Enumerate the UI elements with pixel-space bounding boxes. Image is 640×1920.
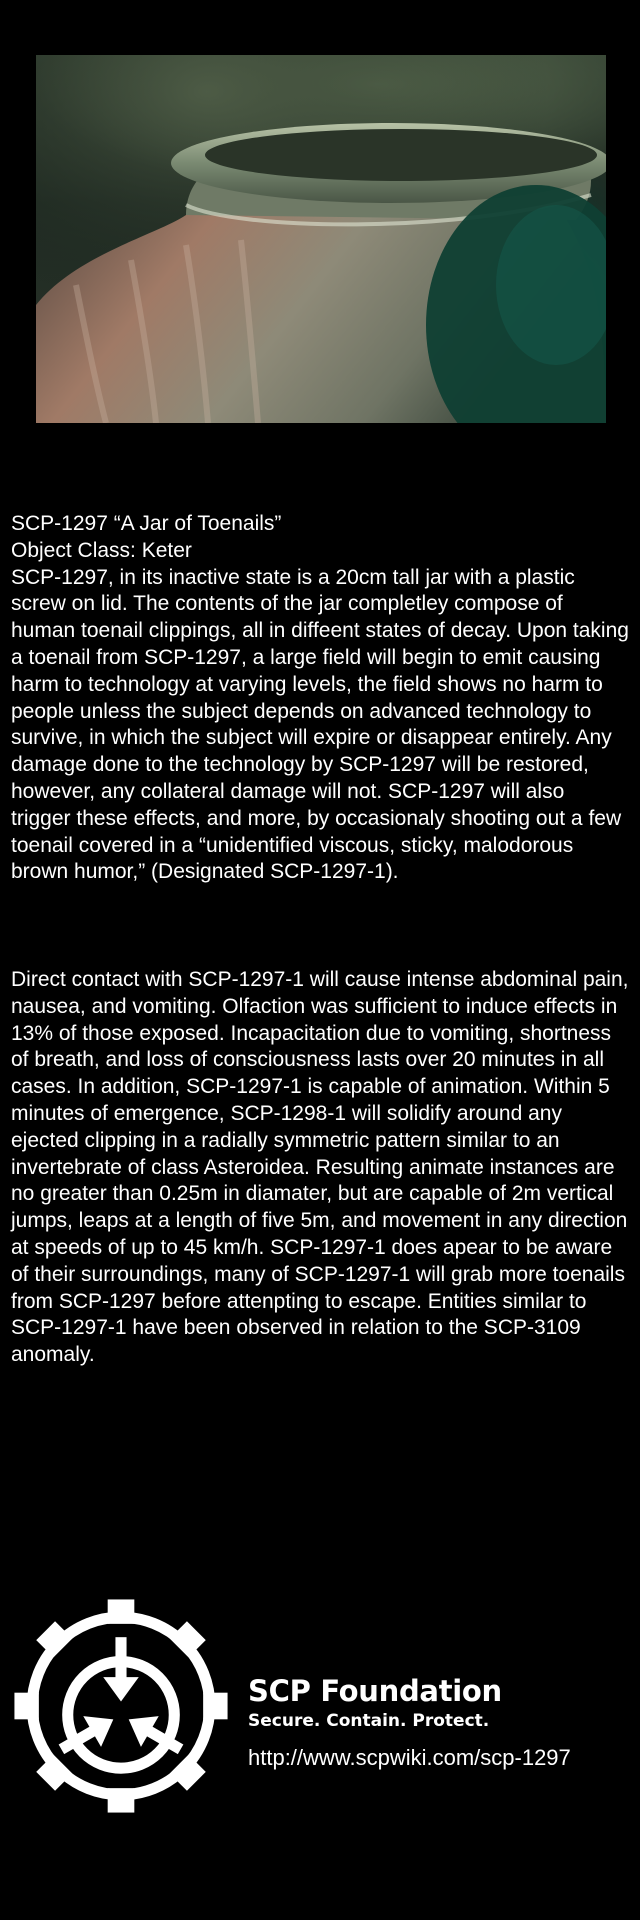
- jar-illustration: [36, 55, 606, 423]
- effects-paragraph: Direct contact with SCP-1297-1 will cause intense abdominal pain, nausea, and vomiting. Olfaction was sufficient to induce effects in 13% of those exposed. Incapacitation due to vomiting, shortness of breath, and loss of consciousness lasts over 20 minutes in all cases. In addition, SCP-1297-1 is capable of animation. Within 5 minutes of emergence, SCP-1298-1 will solidify around any ejected clipping in a radially symmetric pattern similar to an invertebrate of class Asteroidea. Resulting animate instances are no greater than 0.25m in diamater, but are capable of 2m vertical jumps, leaps at a length of five 5m, and movement in any direction at speeds of up to 45 km/h. SCP-1297-1 does apear to be aware of their surroundings, many of SCP-1297-1 will grab more toenails from SCP-1297 before attenpting to escape. Entities similar to SCP-1297-1 have been observed in relation to the SCP-3109 anomaly.: [11, 968, 629, 1367]
- effects-section: [11, 967, 629, 1369]
- object-class: Object Class: Keter: [11, 538, 192, 562]
- article-body: [11, 511, 629, 886]
- jar-photo: [36, 55, 606, 423]
- brand-tagline: Secure. Contain. Protect.: [248, 1711, 490, 1731]
- scp-foundation-logo-icon: [10, 1595, 232, 1817]
- brand-name: SCP Foundation: [248, 1674, 502, 1708]
- article-title: SCP-1297 “A Jar of Toenails”: [11, 512, 282, 535]
- wiki-link[interactable]: http://www.scpwiki.com/scp-1297: [248, 1745, 571, 1770]
- description-paragraph: SCP-1297, in its inactive state is a 20cm tall jar with a plastic screw on lid. The contents of the jar completley compose of human toenail clippings, all in diffeent states of decay. Upon taking a toenail from SCP-1297, a large field will begin to emit causing harm to technology at varying levels, the field shows no harm to people unless the subject depends on advanced technology to survive, in which the subject will expire or disappear entirely. Any damage done to the technology by SCP-1297 will be restored, however, any collateral damage will not. SCP-1297 will also trigger these effects, and more, by occasionaly shooting out a few toenail covered in a “unidentified viscous, sticky, malodorous brown humor,” (Designated SCP-1297-1).: [11, 565, 629, 884]
